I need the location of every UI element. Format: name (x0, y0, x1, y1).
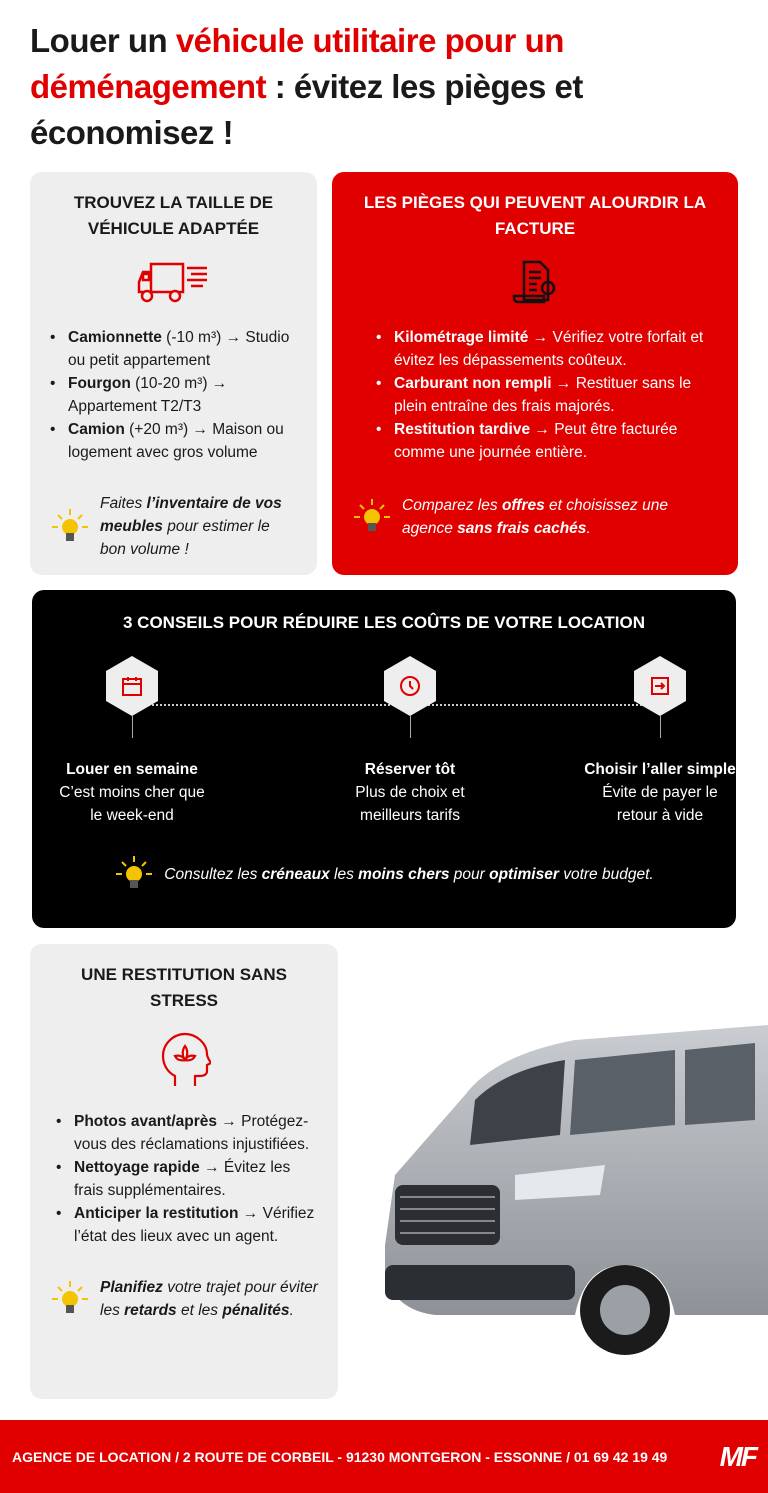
lightbulb-icon (50, 507, 90, 547)
return-list (50, 1110, 318, 1248)
mind-lotus-icon (50, 1032, 318, 1088)
list-item: • Kilométrage limité → Vérifiez votre forfait et évitez les dépassements coûteux. (376, 326, 718, 372)
tip: Comparez les offres et choisissez une agence sans frais cachés. (352, 494, 718, 540)
tip: Consultez les créneaux les moins chers pour optimiser votre budget. (52, 854, 716, 894)
step-book-early: Réserver tôt Plus de choix et meilleurs tarifs (310, 656, 510, 827)
card-heading: LES PIÈGES QUI PEUVENT ALOURDIR LA FACTURE (363, 193, 707, 238)
card-heading: UNE RESTITUTION SANS STRESS (81, 965, 287, 1010)
footer (0, 1420, 768, 1493)
vehicle-size-card (30, 172, 317, 575)
tip: Faites l’inventaire de vos meubles pour estimer le bon volume ! (50, 492, 297, 561)
traps-card (332, 172, 738, 575)
list-item: • Camion (+20 m³) → Maison ou logement avec gros volume (50, 418, 297, 464)
return-card (30, 944, 338, 1399)
truck-icon (50, 260, 297, 304)
list-item: • Restitution tardive → Peut être facturée comme une journée entière. (376, 418, 718, 464)
step-weekday: Louer en semaine C’est moins cher que le week-end (32, 656, 232, 827)
list-item: • Anticiper la restitution → Vérifiez l’état des lieux avec un agent. (56, 1202, 318, 1248)
traps-list (352, 326, 718, 464)
page-title: Louer un véhicule utilitaire pour un déménagement : évitez les pièges et économisez ! (30, 22, 583, 151)
lightbulb-icon (50, 1279, 90, 1319)
lightbulb-icon (352, 497, 392, 537)
step-one-way: Choisir l’aller simple Évite de payer le retour à vide (560, 656, 760, 827)
van-image (375, 1015, 768, 1360)
list-item: • Camionnette (-10 m³) → Studio ou petit appartement (50, 326, 297, 372)
calendar-icon (120, 674, 144, 698)
list-item: • Carburant non rempli → Restituer sans le plein entraîne des frais majorés. (376, 372, 718, 418)
arrow-right-icon (648, 674, 672, 698)
agency-address: AGENCE DE LOCATION / 2 ROUTE DE CORBEIL - 91230 MONTGERON - ESSONNE / 01 69 42 19 49 (12, 1448, 668, 1465)
mf-logo: MF (719, 1440, 756, 1472)
list-item: • Nettoyage rapide → Évitez les frais supplémentaires. (56, 1156, 318, 1202)
list-item: • Photos avant/après → Protégez-vous des réclamations injustifiées. (56, 1110, 318, 1156)
size-list (50, 326, 297, 464)
card-heading: TROUVEZ LA TAILLE DE VÉHICULE ADAPTÉE (73, 193, 274, 238)
card-heading: 3 CONSEILS POUR RÉDUIRE LES COÛTS DE VOTRE LOCATION (122, 613, 645, 632)
list-item: • Fourgon (10-20 m³) → Appartement T2/T3 (50, 372, 297, 418)
cost-tips-card (32, 590, 736, 928)
lightbulb-icon (114, 854, 154, 894)
clock-icon (398, 674, 422, 698)
tip: Planifiez votre trajet pour éviter les retards et les pénalités. (50, 1276, 318, 1322)
invoice-icon (352, 260, 718, 304)
